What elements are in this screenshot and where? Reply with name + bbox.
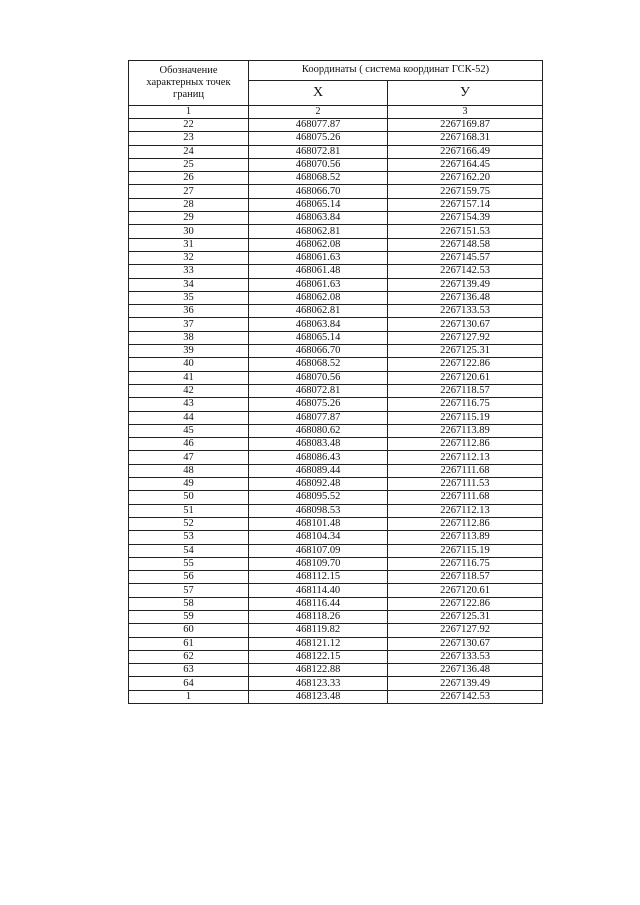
table-row xyxy=(129,411,543,424)
y-coordinate-cell: 2267125.31 xyxy=(388,610,543,623)
x-coordinate-cell: 468070.56 xyxy=(249,371,388,384)
table-row xyxy=(129,610,543,623)
table-row xyxy=(129,478,543,491)
x-coordinate-cell: 468063.84 xyxy=(249,212,388,225)
point-number-cell: 41 xyxy=(129,371,249,384)
coordinates-table-body xyxy=(129,119,543,704)
y-coordinate-cell: 2267148.58 xyxy=(388,238,543,251)
y-coordinate-cell: 2267115.19 xyxy=(388,544,543,557)
x-coordinate-cell: 468061.48 xyxy=(249,265,388,278)
y-coordinate-cell: 2267113.89 xyxy=(388,531,543,544)
table-row xyxy=(129,238,543,251)
y-coordinate-cell: 2267145.57 xyxy=(388,251,543,264)
table-row xyxy=(129,132,543,145)
column-number-3: 3 xyxy=(388,106,543,119)
x-coordinate-cell: 468086.43 xyxy=(249,451,388,464)
point-number-cell: 53 xyxy=(129,531,249,544)
point-number-cell: 58 xyxy=(129,597,249,610)
x-coordinate-cell: 468070.56 xyxy=(249,158,388,171)
y-coordinate-cell: 2267127.92 xyxy=(388,624,543,637)
point-number-cell: 30 xyxy=(129,225,249,238)
x-coordinate-cell: 468119.82 xyxy=(249,624,388,637)
y-coordinate-cell: 2267122.86 xyxy=(388,597,543,610)
y-coordinate-cell: 2267130.67 xyxy=(388,637,543,650)
point-number-cell: 43 xyxy=(129,398,249,411)
y-coordinate-cell: 2267142.53 xyxy=(388,265,543,278)
table-row xyxy=(129,158,543,171)
x-coordinate-cell: 468118.26 xyxy=(249,610,388,623)
point-number-cell: 50 xyxy=(129,491,249,504)
y-coordinate-cell: 2267111.68 xyxy=(388,491,543,504)
table-row xyxy=(129,677,543,690)
x-coordinate-cell: 468121.12 xyxy=(249,637,388,650)
y-coordinate-cell: 2267162.20 xyxy=(388,172,543,185)
x-coordinate-cell: 468063.84 xyxy=(249,318,388,331)
table-row xyxy=(129,557,543,570)
point-number-cell: 62 xyxy=(129,650,249,663)
x-coordinate-cell: 468062.81 xyxy=(249,225,388,238)
point-number-cell: 48 xyxy=(129,464,249,477)
y-coordinate-cell: 2267142.53 xyxy=(388,690,543,703)
point-number-cell: 57 xyxy=(129,584,249,597)
table-row xyxy=(129,491,543,504)
point-number-cell: 45 xyxy=(129,424,249,437)
point-number-cell: 35 xyxy=(129,291,249,304)
y-coordinate-cell: 2267157.14 xyxy=(388,198,543,211)
table-row xyxy=(129,358,543,371)
x-coordinate-cell: 468083.48 xyxy=(249,438,388,451)
coordinates-system-header: Координаты ( система координат ГСК-52) xyxy=(249,61,543,81)
point-number-cell: 37 xyxy=(129,318,249,331)
table-row xyxy=(129,664,543,677)
point-number-cell: 25 xyxy=(129,158,249,171)
table-row xyxy=(129,371,543,384)
y-coordinate-cell: 2267133.53 xyxy=(388,650,543,663)
x-coordinate-cell: 468068.52 xyxy=(249,172,388,185)
x-coordinate-cell: 468122.15 xyxy=(249,650,388,663)
y-coordinate-cell: 2267112.13 xyxy=(388,504,543,517)
x-coordinate-cell: 468068.52 xyxy=(249,358,388,371)
point-number-cell: 61 xyxy=(129,637,249,650)
y-coordinate-cell: 2267120.61 xyxy=(388,584,543,597)
table-row xyxy=(129,318,543,331)
x-coordinate-cell: 468062.08 xyxy=(249,238,388,251)
x-coordinate-cell: 468075.26 xyxy=(249,398,388,411)
x-coordinate-cell: 468122.88 xyxy=(249,664,388,677)
point-number-cell: 54 xyxy=(129,544,249,557)
coordinates-table-container xyxy=(128,60,542,704)
point-number-cell: 38 xyxy=(129,331,249,344)
x-coordinate-cell: 468095.52 xyxy=(249,491,388,504)
point-number-cell: 60 xyxy=(129,624,249,637)
table-row xyxy=(129,119,543,132)
x-coordinate-cell: 468092.48 xyxy=(249,478,388,491)
y-coordinate-cell: 2267166.49 xyxy=(388,145,543,158)
x-coordinate-cell: 468098.53 xyxy=(249,504,388,517)
table-row xyxy=(129,424,543,437)
table-row xyxy=(129,291,543,304)
table-row xyxy=(129,650,543,663)
x-coordinate-cell: 468062.81 xyxy=(249,305,388,318)
x-coordinate-cell: 468072.81 xyxy=(249,384,388,397)
point-number-cell: 56 xyxy=(129,571,249,584)
table-row xyxy=(129,265,543,278)
y-coordinate-cell: 2267116.75 xyxy=(388,557,543,570)
y-coordinate-cell: 2267154.39 xyxy=(388,212,543,225)
table-row xyxy=(129,398,543,411)
y-coordinate-cell: 2267130.67 xyxy=(388,318,543,331)
x-coordinate-cell: 468066.70 xyxy=(249,185,388,198)
point-number-cell: 22 xyxy=(129,119,249,132)
x-coordinate-cell: 468061.63 xyxy=(249,278,388,291)
point-number-cell: 42 xyxy=(129,384,249,397)
point-number-cell: 64 xyxy=(129,677,249,690)
x-coordinate-cell: 468123.33 xyxy=(249,677,388,690)
x-coordinate-cell: 468077.87 xyxy=(249,119,388,132)
y-coordinate-cell: 2267118.57 xyxy=(388,571,543,584)
x-coordinate-cell: 468061.63 xyxy=(249,251,388,264)
x-coordinate-cell: 468072.81 xyxy=(249,145,388,158)
table-row xyxy=(129,571,543,584)
table-row xyxy=(129,597,543,610)
x-coordinate-cell: 468109.70 xyxy=(249,557,388,570)
table-row xyxy=(129,544,543,557)
y-coordinate-cell: 2267112.13 xyxy=(388,451,543,464)
column-number-2: 2 xyxy=(249,106,388,119)
y-coordinate-cell: 2267164.45 xyxy=(388,158,543,171)
point-number-cell: 47 xyxy=(129,451,249,464)
x-coordinate-cell: 468107.09 xyxy=(249,544,388,557)
table-row xyxy=(129,584,543,597)
table-row xyxy=(129,637,543,650)
y-coordinate-cell: 2267159.75 xyxy=(388,185,543,198)
point-number-cell: 36 xyxy=(129,305,249,318)
x-coordinate-cell: 468104.34 xyxy=(249,531,388,544)
y-coordinate-cell: 2267136.48 xyxy=(388,664,543,677)
point-number-cell: 39 xyxy=(129,345,249,358)
x-coordinate-cell: 468112.15 xyxy=(249,571,388,584)
point-number-cell: 26 xyxy=(129,172,249,185)
table-row xyxy=(129,185,543,198)
y-coordinate-cell: 2267151.53 xyxy=(388,225,543,238)
table-row xyxy=(129,438,543,451)
point-number-cell: 51 xyxy=(129,504,249,517)
point-number-cell: 28 xyxy=(129,198,249,211)
y-axis-header: У xyxy=(388,81,543,106)
point-number-cell: 49 xyxy=(129,478,249,491)
x-coordinate-cell: 468101.48 xyxy=(249,517,388,530)
point-number-cell: 55 xyxy=(129,557,249,570)
point-number-cell: 44 xyxy=(129,411,249,424)
table-row xyxy=(129,172,543,185)
table-row xyxy=(129,531,543,544)
table-row xyxy=(129,278,543,291)
point-number-cell: 52 xyxy=(129,517,249,530)
table-row xyxy=(129,345,543,358)
point-number-cell: 59 xyxy=(129,610,249,623)
table-row xyxy=(129,690,543,703)
point-number-cell: 23 xyxy=(129,132,249,145)
x-coordinate-cell: 468065.14 xyxy=(249,331,388,344)
y-coordinate-cell: 2267116.75 xyxy=(388,398,543,411)
y-coordinate-cell: 2267111.68 xyxy=(388,464,543,477)
x-axis-header: X xyxy=(249,81,388,106)
x-coordinate-cell: 468066.70 xyxy=(249,345,388,358)
table-row xyxy=(129,225,543,238)
point-number-cell: 63 xyxy=(129,664,249,677)
x-coordinate-cell: 468114.40 xyxy=(249,584,388,597)
y-coordinate-cell: 2267113.89 xyxy=(388,424,543,437)
point-number-cell: 40 xyxy=(129,358,249,371)
table-row xyxy=(129,451,543,464)
y-coordinate-cell: 2267127.92 xyxy=(388,331,543,344)
y-coordinate-cell: 2267111.53 xyxy=(388,478,543,491)
y-coordinate-cell: 2267139.49 xyxy=(388,278,543,291)
y-coordinate-cell: 2267139.49 xyxy=(388,677,543,690)
table-row xyxy=(129,384,543,397)
table-row xyxy=(129,145,543,158)
table-row xyxy=(129,198,543,211)
point-number-cell: 46 xyxy=(129,438,249,451)
y-coordinate-cell: 2267112.86 xyxy=(388,438,543,451)
y-coordinate-cell: 2267122.86 xyxy=(388,358,543,371)
x-coordinate-cell: 468077.87 xyxy=(249,411,388,424)
table-row xyxy=(129,624,543,637)
coordinates-table xyxy=(128,60,543,704)
y-coordinate-cell: 2267120.61 xyxy=(388,371,543,384)
point-number-cell: 29 xyxy=(129,212,249,225)
column-number-1: 1 xyxy=(129,106,249,119)
point-number-cell: 34 xyxy=(129,278,249,291)
table-row xyxy=(129,305,543,318)
table-row xyxy=(129,331,543,344)
y-coordinate-cell: 2267169.87 xyxy=(388,119,543,132)
x-coordinate-cell: 468089.44 xyxy=(249,464,388,477)
y-coordinate-cell: 2267112.86 xyxy=(388,517,543,530)
y-coordinate-cell: 2267118.57 xyxy=(388,384,543,397)
x-coordinate-cell: 468062.08 xyxy=(249,291,388,304)
y-coordinate-cell: 2267115.19 xyxy=(388,411,543,424)
y-coordinate-cell: 2267133.53 xyxy=(388,305,543,318)
x-coordinate-cell: 468116.44 xyxy=(249,597,388,610)
point-number-cell: 24 xyxy=(129,145,249,158)
y-coordinate-cell: 2267136.48 xyxy=(388,291,543,304)
table-row xyxy=(129,251,543,264)
y-coordinate-cell: 2267168.31 xyxy=(388,132,543,145)
point-number-cell: 32 xyxy=(129,251,249,264)
point-designation-header: Обозначение характерных точек границ xyxy=(129,61,249,106)
x-coordinate-cell: 468080.62 xyxy=(249,424,388,437)
x-coordinate-cell: 468075.26 xyxy=(249,132,388,145)
x-coordinate-cell: 468123.48 xyxy=(249,690,388,703)
point-number-cell: 31 xyxy=(129,238,249,251)
table-row xyxy=(129,517,543,530)
table-row xyxy=(129,212,543,225)
table-row xyxy=(129,464,543,477)
x-coordinate-cell: 468065.14 xyxy=(249,198,388,211)
point-number-cell: 33 xyxy=(129,265,249,278)
point-number-cell: 1 xyxy=(129,690,249,703)
y-coordinate-cell: 2267125.31 xyxy=(388,345,543,358)
point-number-cell: 27 xyxy=(129,185,249,198)
table-row xyxy=(129,504,543,517)
